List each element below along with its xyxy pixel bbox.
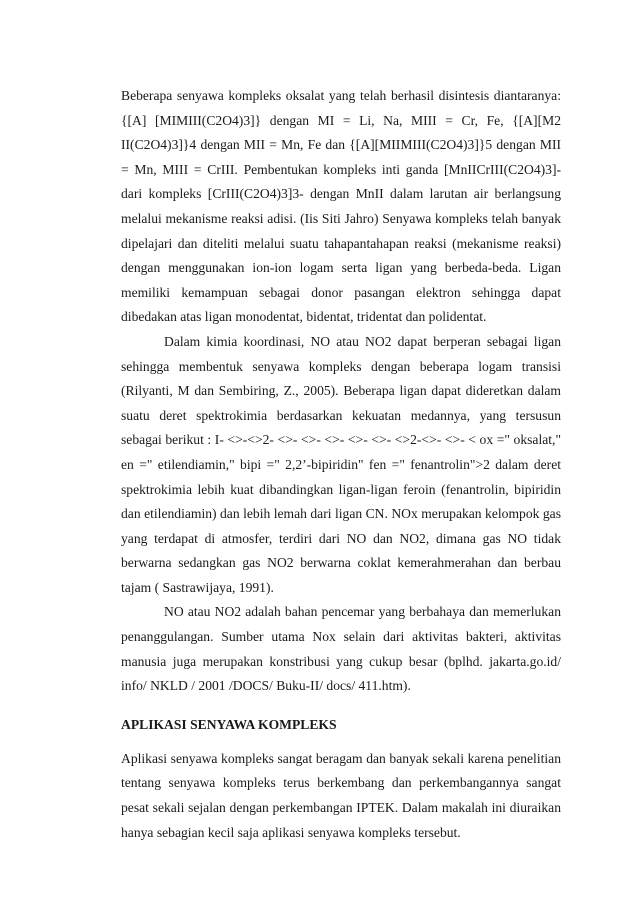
page-body — [121, 84, 561, 845]
paragraph-oxalate-complexes: Beberapa senyawa kompleks oksalat yang telah berhasil disintesis diantaranya: {[A] [MIMIII(C2O4)3]} dengan MI = Li, Na, MIII = Cr, Fe, {[A][M2 II(C2O4)3]}4 dengan MII = Mn, Fe dan {[A][MIIMIII(C2O4)3]}5 dengan MII = Mn, MIII = CrIII. Pembentukan kompleks inti ganda [MnIICrIII(C2O4)3]- dari kompleks [CrIII(C2O4)3]3- dengan MnII dalam larutan air berlangsung melalui mekanisme reaksi adisi. (Iis Siti Jahro) Senyawa kompleks telah banyak dipelajari dan diteliti melalui suatu tahapantahapan reaksi (mekanisme reaksi) dengan menggunakan ion-ion logam serta ligan yang berbeda-beda. Ligan memiliki kemampuan sebagai donor pasangan elektron sehingga dapat dibedakan atas ligan monodentat, bidentat, tridentat dan polidentat. — [121, 88, 561, 325]
paragraph-coordination-no: Dalam kimia koordinasi, NO atau NO2 dapat berperan sebagai ligan sehingga membentuk senyawa kompleks dengan beberapa logam transisi (Rilyanti, M dan Sembiring, Z., 2005). Beberapa ligan dapat dideretkan dalam suatu deret spektrokimia berdasarkan kekuatan medannya, yang tersusun sebagai berikut : I- <>-<>2- <>- <>- <>- <>- <>- <>2-<>- <>- < ox =" oksalat," en =" etilendiamin," bipi =" 2,2’-bipiridin" fen =" fenantrolin">2 dalam deret spektrokimia lebih kuat dibandingkan ligan-ligan feroin (fenantrolin, bipiridin dan etilendiamin) dan lebih lemah dari ligan CN. NOx merupakan kelompok gas yang terdapat di atmosfer, terdiri dari NO dan NO2, dimana gas NO tidak berwarna sedangkan gas NO2 berwarna coklat kemerahmerahan dan berbau tajam ( Sastrawijaya, 1991). — [121, 333, 561, 595]
paragraph-no-pollutant: NO atau NO2 adalah bahan pencemar yang berbahaya dan memerlukan penanggulangan. Sumber utama Nox selain dari aktivitas bakteri, aktivitas manusia juga merupakan konstribusi yang cukup besar (bplhd. jakarta.go.id/ info/ NKLD / 2001 /DOCS/ Buku-II/ docs/ 411.htm). — [121, 604, 561, 694]
paragraph-applications: Aplikasi senyawa kompleks sangat beragam dan banyak sekali karena penelitian tentang senyawa kompleks terus berkembang dan perkembangannya sangat pesat sekali sejalan dengan perkembangan IPTEK. Dalam makalah ini diuraikan hanya sebagian kecil saja aplikasi senyawa kompleks tersebut. — [121, 750, 561, 840]
section-heading: APLIKASI SENYAWA KOMPLEKS — [121, 716, 337, 732]
